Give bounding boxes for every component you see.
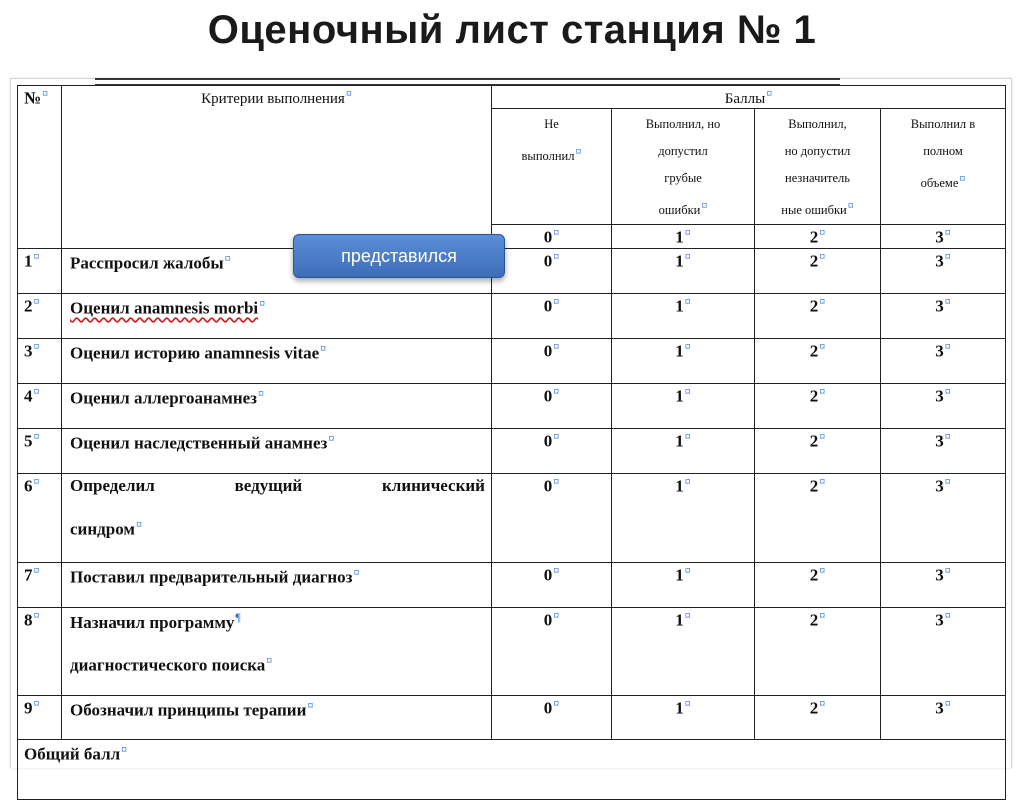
row-criterion: Оценил аллергоанамнез¤	[62, 384, 492, 429]
score-cell[interactable]: 2¤	[755, 249, 881, 294]
table-row	[18, 696, 1006, 740]
score-cell[interactable]: 0¤	[492, 249, 612, 294]
row-criterion: Расспросил жалобы¤	[62, 249, 492, 294]
row-num: 6¤	[18, 474, 62, 563]
score-cell[interactable]: 2¤	[755, 696, 881, 740]
header-level-2: Выполнил, но допустил незначитель ные ошибки¤	[755, 109, 881, 225]
score-cell[interactable]: 0¤	[492, 608, 612, 696]
score-cell[interactable]: 3¤	[881, 249, 1006, 294]
table-row	[18, 474, 1006, 563]
criterion-word: Определил	[70, 476, 155, 496]
table-row	[18, 294, 1006, 339]
header-score-3: 3¤	[881, 225, 1006, 249]
table-row	[18, 429, 1006, 474]
score-cell[interactable]: 0¤	[492, 384, 612, 429]
header-rule	[95, 78, 840, 85]
total-row	[18, 740, 1006, 800]
row-criterion: Поставил предварительный диагноз¤	[62, 563, 492, 608]
evaluation-table	[17, 85, 1006, 800]
tooltip-popup: представился	[293, 234, 505, 278]
score-cell[interactable]: 1¤	[612, 249, 755, 294]
table-row	[18, 384, 1006, 429]
row-criterion: Оценил наследственный анамнез¤	[62, 429, 492, 474]
score-cell[interactable]: 0¤	[492, 696, 612, 740]
score-cell[interactable]: 1¤	[612, 696, 755, 740]
header-score-1: 1¤	[612, 225, 755, 249]
score-cell[interactable]: 2¤	[755, 474, 881, 563]
score-cell[interactable]: 3¤	[881, 339, 1006, 384]
header-score-2: 2¤	[755, 225, 881, 249]
row-num: 8¤	[18, 608, 62, 696]
table-row	[18, 249, 1006, 294]
criterion-line-1	[70, 476, 485, 496]
score-cell[interactable]: 2¤	[755, 339, 881, 384]
score-cell[interactable]: 3¤	[881, 429, 1006, 474]
score-cell[interactable]: 2¤	[755, 563, 881, 608]
row-criterion: Определил ведущий клинический синдром¤	[62, 474, 492, 563]
row-criterion: Обозначил принципы терапии¤	[62, 696, 492, 740]
page-title: Оценочный лист станция № 1	[207, 8, 817, 52]
row-num: 4¤	[18, 384, 62, 429]
score-cell[interactable]: 1¤	[612, 339, 755, 384]
row-num: 3¤	[18, 339, 62, 384]
table-row	[18, 339, 1006, 384]
row-criterion: Назначил программу¶ диагностического поиска¤	[62, 608, 492, 696]
score-cell[interactable]: 0¤	[492, 339, 612, 384]
score-cell[interactable]: 1¤	[612, 563, 755, 608]
score-cell[interactable]: 0¤	[492, 429, 612, 474]
header-level-3: Выполнил в полном объеме¤	[881, 109, 1006, 225]
score-cell[interactable]: 2¤	[755, 429, 881, 474]
score-cell[interactable]: 2¤	[755, 294, 881, 339]
table-row	[18, 563, 1006, 608]
row-num: 9¤	[18, 696, 62, 740]
header-score-0: 0¤	[492, 225, 612, 249]
score-cell[interactable]: 1¤	[612, 608, 755, 696]
score-cell[interactable]: 3¤	[881, 474, 1006, 563]
score-cell[interactable]: 3¤	[881, 696, 1006, 740]
score-cell[interactable]: 1¤	[612, 474, 755, 563]
total-cell[interactable]: Общий балл¤	[18, 740, 1006, 800]
table-row	[18, 608, 1006, 696]
row-num: 1¤	[18, 249, 62, 294]
score-cell[interactable]: 3¤	[881, 384, 1006, 429]
header-criteria-cell: Критерии выполнения¤	[62, 86, 492, 249]
score-cell[interactable]: 0¤	[492, 294, 612, 339]
score-cell[interactable]: 2¤	[755, 608, 881, 696]
row-criterion: Оценил anamnesis morbi¤	[62, 294, 492, 339]
score-cell[interactable]: 3¤	[881, 608, 1006, 696]
header-level-1: Выполнил, но допустил грубые ошибки¤	[612, 109, 755, 225]
score-cell[interactable]: 1¤	[612, 429, 755, 474]
row-num: 7¤	[18, 563, 62, 608]
score-cell[interactable]: 0¤	[492, 563, 612, 608]
score-cell[interactable]: 0¤	[492, 474, 612, 563]
header-points-cell: Баллы¤	[492, 86, 1006, 109]
header-num-cell: №¤	[18, 86, 62, 249]
row-num: 2¤	[18, 294, 62, 339]
criterion-word: ведущий	[234, 476, 303, 496]
score-cell[interactable]: 3¤	[881, 563, 1006, 608]
score-cell[interactable]: 2¤	[755, 384, 881, 429]
score-cell[interactable]: 1¤	[612, 384, 755, 429]
score-cell[interactable]: 3¤	[881, 294, 1006, 339]
header-level-0: Не выполнил¤	[492, 109, 612, 225]
criterion-word: клинический	[381, 476, 485, 496]
row-num: 5¤	[18, 429, 62, 474]
row-criterion: Оценил историю anamnesis vitae¤	[62, 339, 492, 384]
score-cell[interactable]: 1¤	[612, 294, 755, 339]
